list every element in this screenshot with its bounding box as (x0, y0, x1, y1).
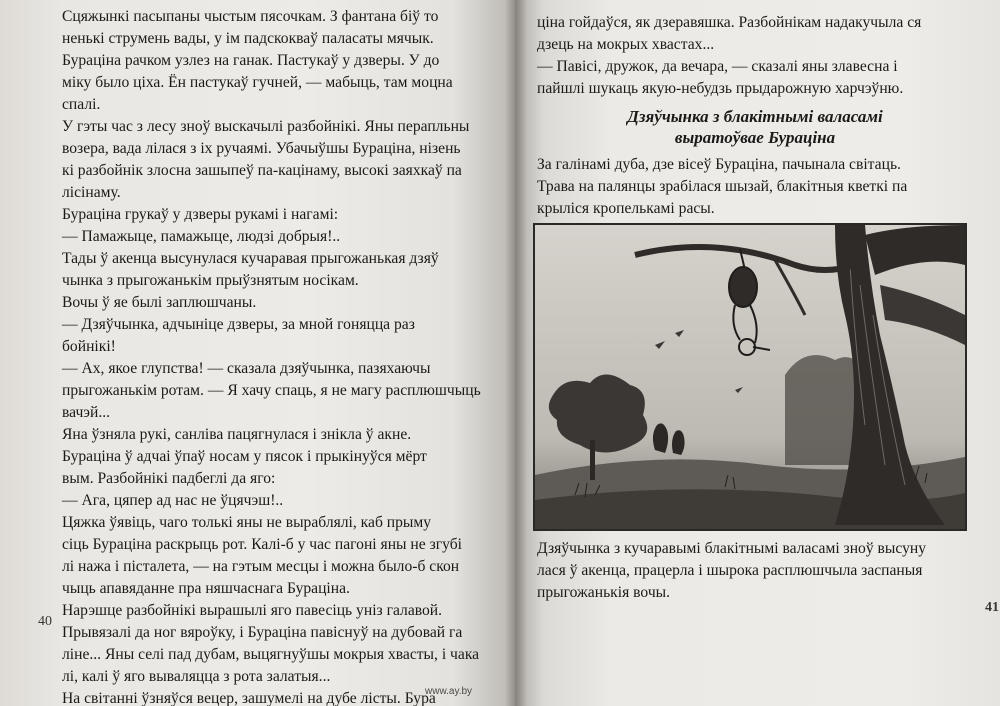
watermark: www.ay.by (425, 686, 473, 697)
text-line: ненькі струмень вады, у ім падскокваў паласаты мячык. (62, 30, 434, 47)
text-line: сіць Бурацiна раскрыць рот. Калі-б у час пагоні яны не згубі (62, 536, 462, 553)
text-line: — Ах, якое глупства! — сказала дзяўчынка, пазяхаючы (62, 360, 431, 377)
text-line: — Дзяўчынка, адчыніце дзверы, за мной гоняцца раз (62, 316, 415, 333)
text-line: Бурацiна ў адчаі ўпаў носам у пясок і прыкінуўся мёрт (62, 448, 427, 465)
text-line: лі нажа і пісталета, — на гэтым месцы і можна было-б скон (62, 558, 460, 575)
text-line: Сцяжынкі пасыпаны чыстым пясочкам. З фантана біў то (62, 8, 439, 25)
text-line: лі, калі ў яго вываляцца з рота залатыя... (62, 668, 331, 685)
text-line: Яна ўзняла рукі, санліва пацягнулася і знікла ў акне. (62, 426, 412, 443)
text-line: — Памажыце, памажыце, людзі добрыя!.. (62, 228, 341, 245)
text-line: Прывязалі да ног вяроўку, і Бурацiна павіснуў на дубовай га (62, 624, 463, 641)
text-line: спалі. (62, 96, 101, 113)
text-line: бойнікі! (62, 338, 116, 355)
text-line: Нарэшце разбойнікі вырашылі яго павесіць уніз галавой. (62, 602, 443, 619)
right-page (515, 0, 1000, 706)
left-page-text (62, 6, 507, 706)
right-page-text-top (537, 12, 967, 100)
text-line: міку было ціха. Ён пастукаў гучней, — мабыць, там моцна (62, 74, 453, 91)
text-line: лісінаму. (62, 184, 121, 201)
chapter-title-line: выратоўвае Бурацiна (674, 128, 836, 147)
text-line: прыгожанькія вочы. (537, 584, 671, 601)
text-line: Бурацiна грукаў у дзверы рукамі і нагамі: (62, 206, 339, 223)
page-number-left: 40 (38, 614, 52, 629)
page-number-right: 41 (985, 600, 999, 615)
illustration-hanging-puppet (533, 223, 967, 531)
text-line: пайшлі шукаць якую-небудзь прыдарожную харчэўню. (537, 80, 904, 97)
text-line: возера, вада лілася з іх ручаямі. Убачыўшы Бурацiна, нізень (62, 140, 461, 157)
text-line: чынка з прыгожанькім прыўзнятым носікам. (62, 272, 359, 289)
text-line: У гэты час з лесу зноў выскачылі разбойнікі. Яны перапльны (62, 118, 470, 135)
text-line: На світанні ўзняўся вецер, зашумелі на дубе лісты. Бура (62, 690, 436, 706)
text-line: чыць апавяданне пра няшчаснага Бурацiна. (62, 580, 350, 597)
text-line: За галінамі дуба, дзе вісеў Бурацiна, пачынала світаць. (537, 156, 901, 173)
book-gutter (505, 0, 527, 706)
text-line: — Ага, цяпер ад нас не ўцячэш!.. (62, 492, 284, 509)
text-line: Вочы ў яе былі заплюшчаны. (62, 294, 257, 311)
text-line: лася ў акенца, працерла і шырока расплюшчыла заспаныя (537, 562, 923, 579)
text-line: вачэй... (62, 404, 111, 421)
text-line: Бурацiна рачком узлез на ганак. Пастукаў у дзверы. У до (62, 52, 440, 69)
text-line: ліне... Яны селі пад дубам, выцягнуўшы мокрыя хвасты, і чака (62, 646, 480, 663)
text-line: вым. Разбойнікі падбеглі да яго: (62, 470, 276, 487)
right-page-text-bottom (537, 538, 967, 604)
text-line: кі разбойнік злосна зашыпеў па-кацінаму, высокі заяхкаў па (62, 162, 462, 179)
text-line: Тады ў акенца высунулася кучаравая прыгожанькая дзяў (62, 250, 439, 267)
text-line: Дзяўчынка з кучаравымі блакітнымі валасамі зноў высуну (537, 540, 927, 557)
right-page-text-mid (537, 154, 967, 220)
text-line: — Павісі, дружок, да вечара, — сказалі яны злавесна і (537, 58, 898, 75)
text-line: Цяжка ўявіць, чаго толькі яны не выраблялі, каб прыму (62, 514, 432, 531)
text-line: крыліся кропелькамі расы. (537, 200, 715, 217)
text-line: прыгожанькім ротам. — Я хачу спаць, я не магу расплюшчыць (62, 382, 481, 399)
chapter-title-line: Дзяўчынка з блакітнымі валасамі (627, 107, 883, 126)
text-line: дзець на мокрых хвастах... (537, 36, 715, 53)
chapter-title (555, 106, 955, 148)
text-line: цiна гойдаўся, як дзеравяшка. Разбойнікам надакучыла ся (537, 14, 922, 31)
text-line: Трава на палянцы зрабілася шызай, блакітныя кветкі па (537, 178, 908, 195)
